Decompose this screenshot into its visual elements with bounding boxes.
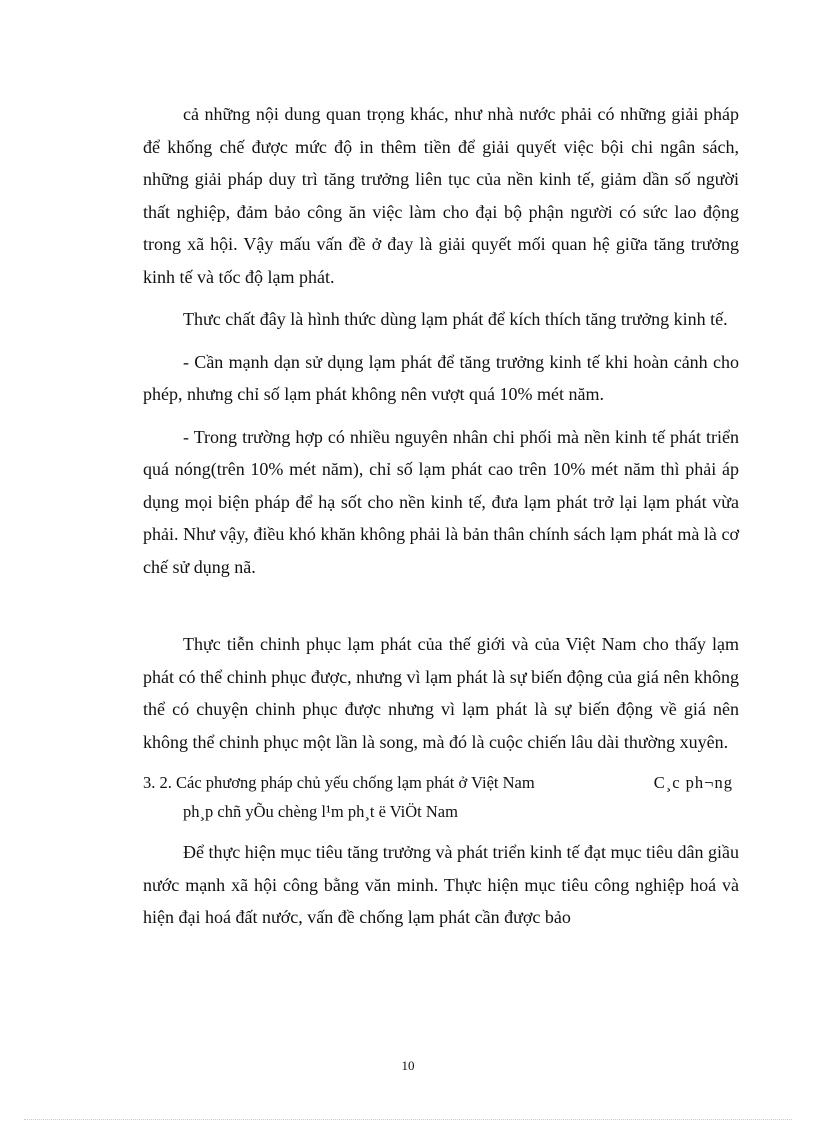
paragraph-1: cả những nội dung quan trọng khác, như nhà nước phải có những giải pháp để khống chế được mức độ in thêm tiền để giải quyết việc bội chi ngân sách, những giải pháp duy trì tăng trưởng liên tục của nền kinh tế, giảm dần số người thất nghiệp, đảm bảo công ăn việc làm cho đại bộ phận người có sức lao động trong xã hội. Vậy mấu vấn đề ở đay là giải quyết mối quan hệ giữa tăng trưởng kinh tế và tốc độ lạm phát. [143, 104, 739, 287]
section-heading-line-1 [143, 768, 739, 797]
page-number: 10 [401, 1058, 415, 1073]
body-text [143, 98, 739, 944]
paragraph-3: - Cần mạnh dạn sử dụng lạm phát để tăng trưởng kinh tế khi hoàn cảnh cho phép, nhưng chỉ số lạm phát không nên vượt quá 10% mét năm. [143, 351, 739, 404]
paragraph-6: Để thực hiện mục tiêu tăng trưởng và phát triển kinh tế đạt mục tiêu dân giầu nước mạnh xã hội công bằng văn minh. Thực hiện mục tiêu công nghiệp hoá và hiện đại hoá đất nước, vấn đề chống lạm phát cần được bảo [143, 842, 739, 927]
bottom-divider [24, 1119, 792, 1120]
paragraph-5: Thực tiễn chinh phục lạm phát của thế giới và của Việt Nam cho thấy lạm phát có thể chinh phục được, nhưng vì lạm phát là sự biến động của giá nên không thể có chuyện chinh phục được nhưng vì lạm phát là sự biến động về giá nên không thể chinh phục một lần là song, mà đó là cuộc chiến lâu dài thường xuyên. [143, 634, 739, 752]
paragraph-2: Thưc chất đây là hình thức dùng lạm phát để kích thích tăng trưởng kinh tế. [183, 309, 728, 329]
section-heading-title: 3. 2. Các phương pháp chủ yếu chống lạm phát ở Việt Nam [143, 773, 535, 792]
section-heading-garbled-2: ph¸p chñ yÕu chèng l¹m ph¸t ë ViÖt Nam [183, 802, 458, 821]
section-heading [143, 768, 739, 826]
paragraph-4: - Trong trường hợp có nhiều nguyên nhân chi phối mà nền kinh tế phát triển quá nóng(trên 10% mét năm), chỉ số lạm phát cao trên 10% mét năm thì phải áp dụng mọi biện pháp để hạ sốt cho nền kinh tế, đưa lạm phát trở lại lạm phát vừa phải. Như vậy, điều khó khăn không phải là bản thân chính sách lạm phát mà là cơ chế sử dụng nã. [143, 426, 739, 577]
section-heading-garbled-1: C¸c ph¬ng [653, 773, 733, 792]
